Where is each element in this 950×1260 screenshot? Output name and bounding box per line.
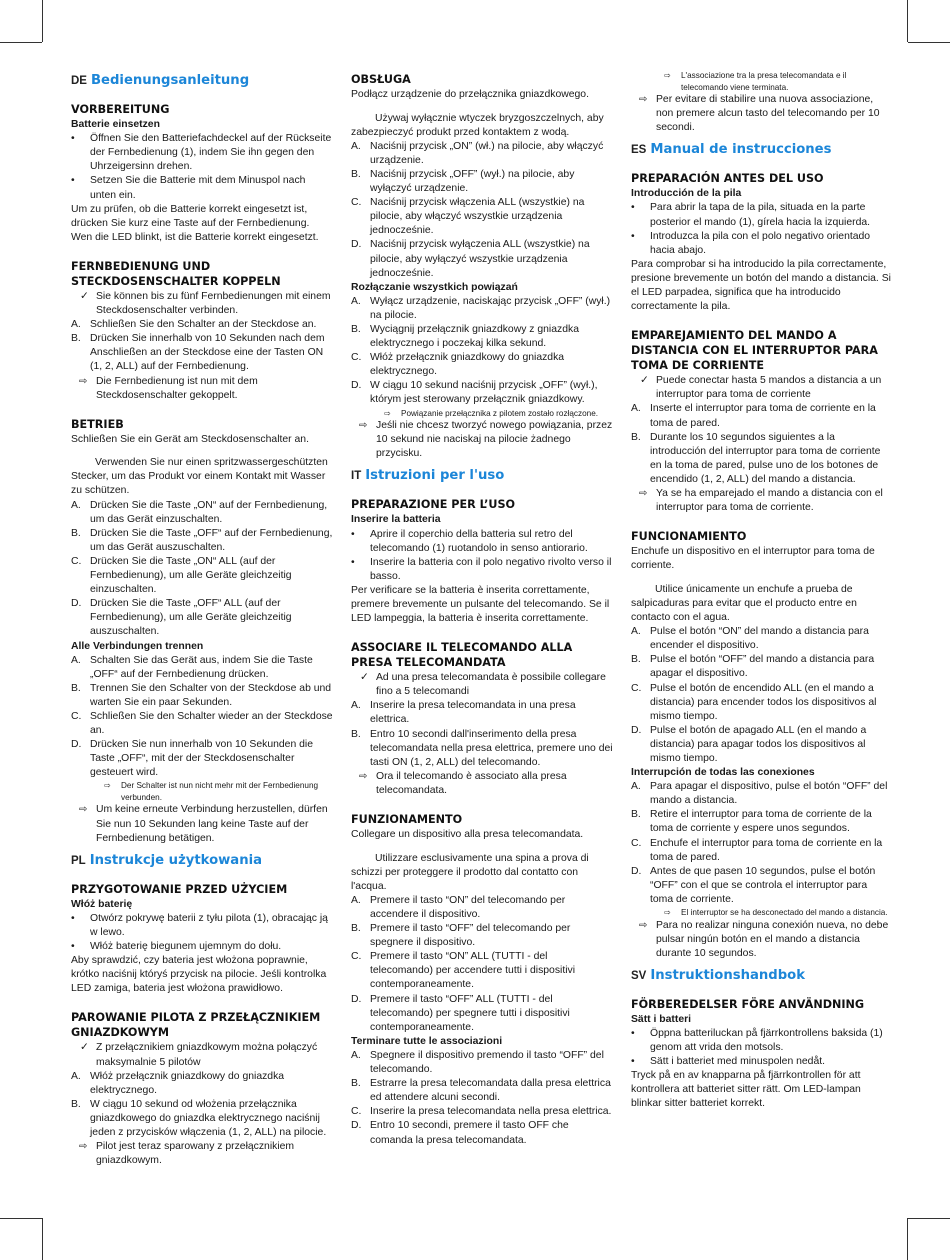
- step-item-marker: B.: [351, 923, 361, 935]
- sub-result-item-marker: ⇨: [104, 781, 111, 791]
- result-item-text: Para no realizar ninguna conexión nueva, no debe pulsar ningún botón en el mando a distancia durante 10 segundos.: [656, 919, 889, 959]
- step-item: [631, 724, 891, 766]
- bullet-item: [631, 1027, 891, 1055]
- section-heading: BETRIEB: [71, 417, 124, 431]
- step-item-text: Premere il tasto “OFF” ALL (TUTTI - del telecomando) per spegnere tutti i dispositivi contemporaneamente.: [370, 993, 570, 1033]
- step-item-text: Premere il tasto “ON” del telecomando per accendere il dispositivo.: [370, 894, 566, 920]
- language-heading: [71, 854, 333, 868]
- bullet-item: [631, 1055, 891, 1069]
- language-code: IT: [351, 470, 362, 483]
- step-item-marker: A.: [351, 295, 361, 307]
- step-item-marker: D.: [351, 1120, 362, 1132]
- step-item-marker: D.: [351, 239, 362, 251]
- paragraph: Per verificare se la batteria è inserita correttamente, premere brevemente un pulsante del telecomando. Se il LED lampeggia, la batteria è inserita correttamente.: [351, 584, 610, 625]
- check-item: [71, 1041, 333, 1069]
- language-code: ES: [631, 144, 647, 157]
- step-item-text: Pulse el botón “ON” del mando a distancia para encender el dispositivo.: [650, 626, 869, 652]
- result-item: [631, 93, 891, 135]
- section-heading: OBSŁUGA: [351, 73, 411, 86]
- step-item-text: Włóż przełącznik gniazdkowy do gniazdka elektrycznego.: [370, 352, 565, 378]
- result-item: [71, 1140, 333, 1168]
- step-item-text: Entro 10 secondi, premere il tasto OFF che comanda la presa telecomandata.: [370, 1120, 569, 1146]
- step-item-marker: B.: [351, 324, 361, 335]
- step-item: [631, 865, 891, 907]
- step-item-marker: D.: [71, 739, 82, 751]
- step-item: [351, 140, 613, 168]
- bullet-item: [631, 201, 891, 229]
- result-item-marker: ⇨: [639, 487, 648, 499]
- step-item-text: Antes de que pasen 10 segundos, pulse el botón “OFF” con el que se controla el interruptor para toma de corriente.: [650, 865, 876, 905]
- result-item: [71, 375, 333, 403]
- section-heading: FUNZIONAMENTO: [351, 813, 463, 827]
- step-item: [631, 808, 891, 836]
- paragraph: Tryck på en av knapparna på fjärrkontrollen för att kontrollera att batteriet sitter rätt. Om LED-lampan blinkar sitter batteriet korrekt.: [631, 1070, 861, 1110]
- step-item: [351, 351, 613, 379]
- step-item: [71, 597, 333, 639]
- bullet-item-text: Sätt i batteriet med minuspolen nedåt.: [650, 1056, 826, 1068]
- paragraph: Collegare un dispositivo alla presa telecomandata.: [351, 829, 584, 841]
- step-item-text: Para apagar el dispositivo, pulse el botón “OFF” del mando a distancia.: [650, 781, 888, 807]
- step-item: [631, 653, 891, 681]
- bullet-item: [351, 528, 613, 556]
- step-item: [71, 682, 333, 710]
- step-item-marker: B.: [631, 431, 641, 443]
- column-right: [631, 66, 891, 1112]
- step-item-text: Inserte el interruptor para toma de corriente en la toma de pared.: [650, 403, 876, 429]
- step-item-text: W ciągu 10 sekund naciśnij przycisk „OFF” (wył.), którym jest sterowany przełącznik gniazdkowy.: [370, 380, 598, 406]
- language-title: Instruktionshandbok: [650, 967, 805, 983]
- column-middle: [351, 66, 613, 1148]
- section-heading: PAROWANIE PILOTA Z PRZEŁĄCZNIKIEM GNIAZDKOWYM: [71, 1011, 321, 1040]
- step-item: [351, 699, 613, 727]
- step-item: [351, 1105, 613, 1119]
- step-item-text: Inserire la presa telecomandata nella presa elettrica.: [370, 1106, 612, 1118]
- warning-paragraph: Utilizzare esclusivamente una spina a prova di schizzi per proteggere il prodotto dal contatto con l'acqua.: [351, 852, 589, 892]
- bullet-item: [631, 230, 891, 258]
- check-item-marker: ✓: [80, 1042, 89, 1054]
- step-item-marker: B.: [631, 654, 641, 666]
- step-item: [351, 196, 613, 238]
- sub-result-item-marker: ⇨: [664, 71, 671, 80]
- step-item-text: Wyciągnij przełącznik gniazdkowy z gniazdka elektrycznego i poczekaj kilka sekund.: [370, 324, 579, 350]
- step-item-text: Schließen Sie den Schalter an der Steckdose an.: [90, 319, 317, 331]
- step-item-text: Włóż przełącznik gniazdkowy do gniazdka elektrycznego.: [90, 1070, 285, 1096]
- step-item-text: Wyłącz urządzenie, naciskając przycisk „OFF” (wył.) na pilocie.: [370, 295, 611, 321]
- section-heading: PREPARAZIONE PER L’USO: [351, 498, 516, 512]
- subsection-heading: Interrupción de todas las conexiones: [631, 767, 815, 779]
- section-heading: PREPARACIÓN ANTES DEL USO: [631, 172, 824, 186]
- result-item-marker: ⇨: [79, 375, 88, 387]
- step-item-marker: A.: [351, 700, 361, 712]
- result-item-text: Ya se ha emparejado el mando a distancia con el interruptor para toma de corriente.: [656, 487, 883, 514]
- step-item-marker: A.: [351, 140, 361, 152]
- step-item: [71, 738, 333, 780]
- section-heading: ASSOCIARE IL TELECOMANDO ALLA PRESA TELECOMANDATA: [351, 641, 573, 670]
- check-item-marker: ✓: [360, 672, 369, 684]
- step-item: [71, 318, 333, 332]
- step-item-text: Naciśnij przycisk „OFF” (wył.) na pilocie, aby wyłączyć urządzenie.: [370, 168, 575, 195]
- bullet-item-marker: •: [71, 133, 75, 145]
- step-item: [351, 728, 613, 770]
- step-item-marker: C.: [631, 682, 642, 694]
- step-item-marker: C.: [351, 352, 362, 364]
- step-item-marker: A.: [631, 781, 641, 793]
- step-item: [351, 993, 613, 1035]
- step-item: [351, 295, 613, 323]
- bullet-item-text: Para abrir la tapa de la pila, situada en la parte posterior el mando (1), gírela hacia la izquierda.: [650, 202, 871, 228]
- result-item-marker: ⇨: [79, 804, 88, 816]
- step-item-text: Drücken Sie die Taste „OFF“ ALL (auf der Fernbedienung), um alle Geräte gleichzeitig auszuschalten.: [90, 598, 292, 638]
- bullet-item-text: Otwórz pokrywę baterii z tyłu pilota (1), obracając ją w lewo.: [90, 912, 328, 938]
- step-item: [71, 555, 333, 597]
- result-item-marker: ⇨: [639, 919, 648, 931]
- step-item-marker: D.: [71, 598, 82, 610]
- language-title: Manual de instrucciones: [650, 142, 832, 158]
- paragraph: Um zu prüfen, ob die Batterie korrekt eingesetzt ist, drücken Sie kurz eine Taste auf der Fernbedienung. Wen die LED blinkt, ist die Batterie korrekt eingesetzt.: [71, 203, 319, 243]
- result-item-text: Ora il telecomando è associato alla presa telecomandata.: [376, 770, 567, 796]
- step-item: [351, 1119, 613, 1147]
- step-item: [351, 323, 613, 351]
- step-item: [631, 431, 891, 487]
- step-item: [71, 1070, 333, 1098]
- bullet-item-marker: •: [351, 528, 355, 540]
- sub-result-item: [631, 70, 891, 93]
- step-item-text: Naciśnij przycisk „ON” (wł.) na pilocie, aby włączyć urządzenie.: [370, 140, 604, 166]
- bullet-item: [71, 912, 333, 940]
- result-item: [351, 770, 613, 798]
- step-item-marker: A.: [71, 1070, 81, 1082]
- step-item-marker: B.: [351, 728, 361, 740]
- sub-result-item: [71, 780, 333, 803]
- subsection-heading: Włóż baterię: [71, 898, 133, 910]
- step-item-text: Schließen Sie den Schalter wieder an der Steckdose an.: [90, 710, 333, 737]
- subsection-heading: Alle Verbindungen trennen: [71, 640, 204, 652]
- step-item: [631, 837, 891, 865]
- bullet-item-marker: •: [631, 202, 635, 214]
- check-item-text: Z przełącznikiem gniazdkowym można połączyć maksymalnie 5 pilotów: [96, 1042, 318, 1068]
- step-item: [71, 1098, 333, 1140]
- step-item: [631, 402, 891, 430]
- result-item: [631, 919, 891, 961]
- step-item-marker: C.: [631, 837, 642, 849]
- step-item-marker: A.: [71, 654, 81, 666]
- step-item-marker: B.: [71, 527, 81, 539]
- step-item-text: Retire el interruptor para toma de corriente de la toma de corriente y espere unos segundos.: [650, 809, 872, 835]
- bullet-item-text: Öffnen Sie den Batteriefachdeckel auf der Rückseite der Fernbedienung (1), indem Sie ihn gegen den Uhrzeigersinn drehen.: [90, 133, 332, 173]
- step-item-text: Durante los 10 segundos siguientes a la introducción del interruptor para toma de corriente en la toma de pared, pulse uno de los botones de encendido (1, 2, ALL) del mando a distancia.: [650, 431, 881, 485]
- step-item: [351, 168, 613, 196]
- bullet-item: [351, 556, 613, 584]
- step-item-text: Trennen Sie den Schalter von der Steckdose ab und warten Sie ein paar Sekunden.: [90, 682, 332, 708]
- bullet-item-marker: •: [71, 941, 75, 953]
- bullet-item-marker: •: [631, 1056, 635, 1068]
- subsection-heading: Terminare tutte le associazioni: [351, 1035, 503, 1047]
- step-item-marker: C.: [71, 710, 82, 722]
- sub-result-item: [351, 408, 613, 420]
- step-item-marker: B.: [631, 809, 641, 821]
- sub-result-item-text: El interruptor se ha desconectado del mando a distancia.: [681, 908, 888, 917]
- step-item-marker: A.: [351, 894, 361, 906]
- section-heading: PRZYGOTOWANIE PRZED UŻYCIEM: [71, 882, 288, 896]
- result-item-text: Per evitare di stabilire una nuova associazione, non premere alcun tasto del telecomando per 10 secondi.: [656, 94, 880, 134]
- bullet-item-marker: •: [71, 175, 75, 187]
- column-left: [71, 66, 333, 1168]
- result-item-marker: ⇨: [639, 94, 648, 105]
- bullet-item-text: Öppna batteriluckan på fjärrkontrollens baksida (1) genom att vrida den motsols.: [650, 1027, 883, 1054]
- step-item: [71, 710, 333, 738]
- sub-result-item: [631, 907, 891, 919]
- result-item-marker: ⇨: [359, 420, 368, 432]
- result-item: [631, 487, 891, 515]
- step-item-marker: C.: [351, 197, 362, 209]
- step-item-marker: A.: [631, 403, 641, 415]
- bullet-item-marker: •: [71, 912, 75, 924]
- step-item: [631, 625, 891, 653]
- bullet-item-text: Setzen Sie die Batterie mit dem Minuspol nach unten ein.: [90, 175, 306, 201]
- paragraph: Schließen Sie ein Gerät am Steckdosenschalter an.: [71, 433, 309, 445]
- step-item-text: Naciśnij przycisk włączenia ALL (wszystkie) na pilocie, aby włączyć wszystkie urządzenia jednocześnie.: [370, 197, 585, 237]
- language-code: PL: [71, 854, 86, 867]
- step-item-marker: A.: [71, 319, 81, 331]
- result-item-text: Pilot jest teraz sparowany z przełącznikiem gniazdkowym.: [96, 1141, 295, 1167]
- step-item-marker: D.: [631, 865, 642, 877]
- step-item-text: Naciśnij przycisk wyłączenia ALL (wszystkie) na pilocie, aby wyłączyć wszystkie urządzenia jednocześnie.: [370, 239, 590, 279]
- bullet-item-text: Introduzca la pila con el polo negativo orientado hacia abajo.: [650, 230, 871, 256]
- bullet-item-marker: •: [631, 230, 635, 242]
- subsection-heading: Inserire la batteria: [351, 514, 441, 526]
- section-heading: FÖRBEREDELSER FÖRE ANVÄNDNING: [631, 997, 865, 1011]
- step-item-text: Drücken Sie innerhalb von 10 Sekunden nach dem Anschließen an der Steckdose eine der Tasten ON (1, 2, ALL) auf der Fernbedienung.: [90, 333, 325, 373]
- step-item-text: Estrarre la presa telecomandata dalla presa elettrica ed attendere alcuni secondi.: [370, 1078, 611, 1104]
- section-heading: VORBEREITUNG: [71, 103, 170, 117]
- step-item-text: Premere il tasto “OFF” del telecomando per spegnere il dispositivo.: [370, 923, 571, 949]
- check-item: [631, 374, 891, 402]
- step-item: [351, 950, 613, 992]
- warning-paragraph: Utilice únicamente un enchufe a prueba de salpicaduras para evitar que el producto entre en contacto con el agua.: [631, 583, 857, 624]
- step-item: [71, 499, 333, 527]
- subsection-heading: Batterie einsetzen: [71, 119, 160, 131]
- bullet-item-marker: •: [351, 556, 355, 568]
- step-item-text: W ciągu 10 sekund od włożenia przełącznika gniazdkowego do gniazdka elektrycznego naciśnij jeden z przycisków włączenia (1, 2, ALL) na pilocie.: [90, 1098, 327, 1139]
- paragraph: Podłącz urządzenie do przełącznika gniazdkowego.: [351, 89, 589, 100]
- step-item: [71, 332, 333, 374]
- bullet-item: [71, 940, 333, 954]
- warning-paragraph: Verwenden Sie nur einen spritzwassergeschützten Stecker, um das Produkt vor einem Kontakt mit Wasser zu schützen.: [71, 457, 328, 497]
- result-item: [71, 803, 333, 845]
- step-item: [351, 238, 613, 280]
- bullet-item: [71, 132, 333, 174]
- language-heading: [631, 143, 891, 157]
- bullet-item-text: Aprire il coperchio della batteria sul retro del telecomando (1) ruotandolo in senso antiorario.: [370, 528, 588, 554]
- sub-result-item-text: Der Schalter ist nun nicht mehr mit der Fernbedienung verbunden.: [121, 781, 319, 802]
- language-heading: [631, 969, 891, 983]
- result-item-marker: ⇨: [79, 1141, 88, 1153]
- step-item: [351, 922, 613, 950]
- step-item-marker: A.: [71, 499, 81, 511]
- sub-result-item-text: Powiązanie przełącznika z pilotem zostało rozłączone.: [401, 408, 599, 418]
- step-item: [351, 1077, 613, 1105]
- check-item-text: Sie können bis zu fünf Fernbedienungen mit einem Steckdosenschalter verbinden.: [96, 290, 331, 317]
- paragraph: Para comprobar si ha introducido la pila correctamente, presione brevemente un botón del mando a distancia. Si el LED parpadea, significa que ha introducido correctamente la pila.: [631, 258, 891, 313]
- check-item-text: Puede conectar hasta 5 mandos a distancia a un interruptor para toma de corriente: [656, 375, 882, 401]
- language-title: Istruzioni per l'uso: [365, 468, 505, 484]
- step-item-marker: B.: [351, 168, 361, 180]
- step-item-marker: B.: [71, 1098, 81, 1110]
- subsection-heading: Sätt i batteri: [631, 1013, 692, 1025]
- step-item: [351, 894, 613, 922]
- step-item-text: Enchufe el interruptor para toma de corriente en la toma de pared.: [650, 837, 883, 863]
- step-item-text: Drücken Sie die Taste „OFF“ auf der Fernbedienung, um das Gerät auszuschalten.: [90, 527, 333, 553]
- result-item: [351, 419, 613, 461]
- section-heading: FUNCIONAMIENTO: [631, 530, 747, 544]
- step-item: [71, 654, 333, 682]
- step-item-text: Drücken Sie nun innerhalb von 10 Sekunden die Taste „OFF“, mit der der Steckdosenschalter gesteuert wird.: [90, 739, 313, 779]
- paragraph: Enchufe un dispositivo en el interruptor para toma de corriente.: [631, 546, 875, 572]
- step-item-text: Pulse el botón de apagado ALL (en el mando a distancia) para apagar todos los dispositivos al mismo tiempo.: [650, 724, 867, 764]
- check-item-marker: ✓: [640, 375, 649, 387]
- bullet-item-marker: •: [631, 1027, 635, 1039]
- subsection-heading: Introducción de la pila: [631, 188, 742, 200]
- bullet-item-text: Włóż baterię biegunem ujemnym do dołu.: [90, 941, 282, 953]
- warning-paragraph: Używaj wyłącznie wtyczek bryzgoszczelnych, aby zabezpieczyć produkt przed kontaktem z wodą.: [351, 112, 604, 138]
- section-heading: EMPAREJAMIENTO DEL MANDO A DISTANCIA CON EL INTERRUPTOR PARA TOMA DE CORRIENTE: [631, 329, 878, 373]
- step-item-text: Spegnere il dispositivo premendo il tasto “OFF” del telecomando.: [370, 1049, 604, 1076]
- check-item: [71, 290, 333, 318]
- step-item-marker: C.: [351, 951, 362, 963]
- step-item: [351, 1049, 613, 1077]
- step-item-marker: B.: [71, 682, 81, 694]
- step-item-text: Schalten Sie das Gerät aus, indem Sie die Taste „OFF“ auf der Fernbedienung drücken.: [90, 654, 313, 680]
- step-item-text: Premere il tasto “ON” ALL (TUTTI - del telecomando) per accendere tutti i dispositivi contemporaneamente.: [370, 951, 576, 991]
- language-code: SV: [631, 969, 647, 982]
- step-item-text: Inserire la presa telecomandata in una presa elettrica.: [370, 700, 576, 726]
- step-item-text: Pulse el botón “OFF” del mando a distancia para apagar el dispositivo.: [650, 654, 875, 680]
- paragraph-gap: [351, 842, 613, 852]
- paragraph: Aby sprawdzić, czy bateria jest włożona poprawnie, krótko naciśnij któryś przycisk na pilocie. Jeśli kontrolka LED zamiga, bateria jest włożona prawidłowo.: [71, 955, 327, 995]
- step-item-text: Drücken Sie die Taste „ON“ ALL (auf der Fernbedienung), um alle Geräte gleichzeitig einzuschalten.: [90, 555, 292, 596]
- step-item-marker: D.: [351, 380, 362, 392]
- paragraph-gap: [351, 102, 613, 112]
- language-heading: [71, 74, 333, 88]
- check-item: [351, 671, 613, 699]
- step-item-marker: D.: [351, 993, 362, 1005]
- result-item-text: Um keine erneute Verbindung herzustellen, dürfen Sie nun 10 Sekunden lang keine Taste auf der Fernbedienung betätigen.: [96, 804, 328, 844]
- step-item-marker: C.: [71, 555, 82, 567]
- paragraph-gap: [71, 447, 333, 457]
- sub-result-item-marker: ⇨: [664, 908, 671, 917]
- step-item: [71, 527, 333, 555]
- step-item-marker: D.: [631, 724, 642, 736]
- step-item-marker: B.: [71, 333, 81, 345]
- step-item: [631, 780, 891, 808]
- result-item-marker: ⇨: [359, 770, 368, 782]
- step-item: [351, 379, 613, 407]
- check-item-marker: ✓: [80, 290, 89, 302]
- step-item-text: Entro 10 secondi dall'inserimento della presa telecomandata nella presa elettrica, premere uno dei tasti ON (1, 2, ALL) del telecomando.: [370, 728, 613, 768]
- language-code: DE: [71, 75, 87, 87]
- section-heading: FERNBEDIENUNG UND STECKDOSENSCHALTER KOPPELN: [71, 259, 281, 288]
- bullet-item: [71, 174, 333, 202]
- result-item-text: Jeśli nie chcesz tworzyć nowego powiązania, przez 10 sekund nie naciskaj na pilocie żadnego przycisku.: [376, 420, 613, 460]
- language-title: Bedienungsanleitung: [90, 73, 250, 88]
- subsection-heading: Rozłączanie wszystkich powiązań: [351, 281, 518, 293]
- step-item-text: Pulse el botón de encendido ALL (en el mando a distancia) para encender todos los dispositivos al mismo tiempo.: [650, 682, 877, 722]
- step-item-text: Drücken Sie die Taste „ON“ auf der Fernbedienung, um das Gerät einzuschalten.: [90, 499, 328, 525]
- result-item-text: Die Fernbedienung ist nun mit dem Steckdosenschalter gekoppelt.: [96, 375, 258, 401]
- step-item: [631, 682, 891, 724]
- language-heading: [351, 469, 613, 483]
- check-item-text: Ad una presa telecomandata è possibile collegare fino a 5 telecomandi: [376, 672, 606, 698]
- step-item-marker: C.: [351, 1106, 362, 1118]
- language-title: Instrukcje użytkowania: [89, 852, 263, 868]
- paragraph-gap: [631, 573, 891, 583]
- bullet-item-text: Inserire la batteria con il polo negativo rivolto verso il basso.: [370, 556, 612, 582]
- step-item-marker: A.: [631, 626, 641, 638]
- step-item-marker: A.: [351, 1049, 361, 1061]
- sub-result-item-text: L'associazione tra la presa telecomandata e il telecomando viene terminata.: [681, 71, 847, 92]
- sub-result-item-marker: ⇨: [384, 408, 391, 418]
- step-item-marker: B.: [351, 1078, 361, 1090]
